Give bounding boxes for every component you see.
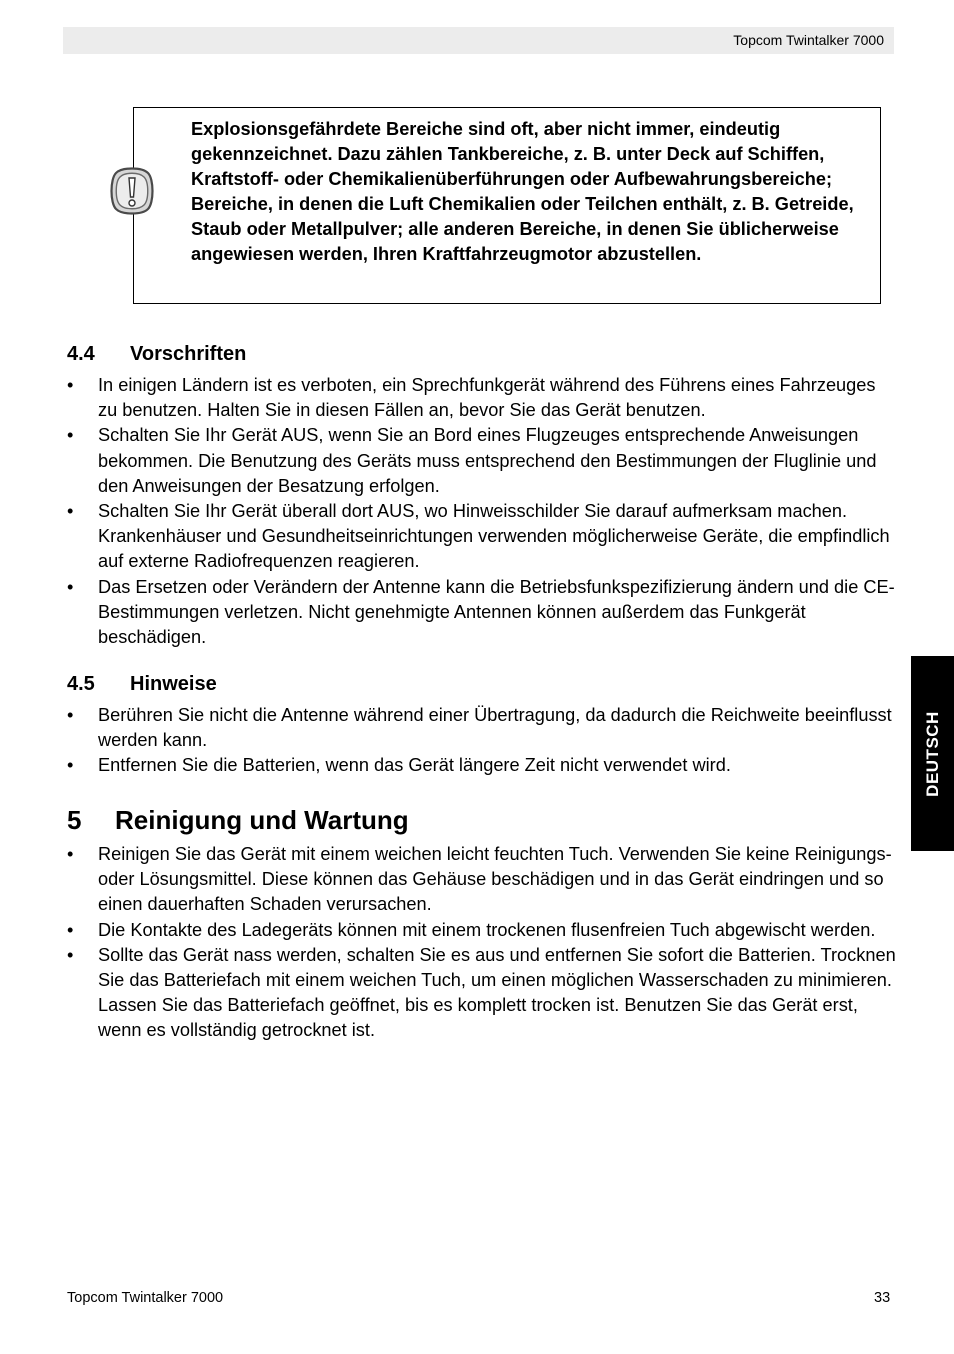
exclamation-warning-icon xyxy=(108,165,156,217)
warning-text: Explosionsgefährdete Bereiche sind oft, aber nicht immer, eindeutig gekennzeichnet. Dazu zählen Tankbereiche, z. B. unter Deck auf Schiffen, Kraftstoff- oder Chemikalienüberführungen oder Aufbewahrungsbereiche; Bereiche, in denen die Luft Chemikalien oder Teilchen enthält, z. B. Getreide, Staub oder Metallpulver; alle anderen Bereiche, in denen Sie üblicherweise angewiesen werden, Ihren Kraftfahrzeugmotor abzustellen. xyxy=(191,119,854,264)
list-item: • Das Ersetzen oder Verändern der Antenne kann die Betriebsfunkspezifizierung ändern und die CE-Bestimmungen verletzen. Nicht genehmigte Antennen können außerdem das Funkgerät beschädigen. xyxy=(67,576,895,648)
bullet: • xyxy=(67,844,74,864)
chapter-title: Reinigung und Wartung xyxy=(115,805,409,835)
bullet: • xyxy=(67,375,74,395)
language-tab-label: DEUTSCH xyxy=(922,710,942,797)
list-item: • In einigen Ländern ist es verboten, ein Sprechfunkgerät während des Führens eines Fahrzeuges zu benutzen. Halten Sie in diesen Fällen an, bevor Sie das Gerät benutzen. xyxy=(67,375,876,421)
chapter-heading-5 xyxy=(67,805,409,835)
bullet: • xyxy=(67,576,74,597)
bullet: • xyxy=(67,755,74,776)
list-item: • Entfernen Sie die Batterien, wenn das Gerät längere Zeit nicht verwendet wird. xyxy=(67,753,897,778)
list-item: • Die Kontakte des Ladegeräts können mit einem trockenen flusenfreien Tuch abgewischt werden. xyxy=(67,918,897,943)
list-item: • Schalten Sie Ihr Gerät überall dort AUS, wo Hinweisschilder Sie darauf aufmerksam machen. Krankenhäuser und Gesundheitseinrichtungen verwenden möglicherweise Geräte, die empfindlich auf externe Radiofrequenzen reagieren. xyxy=(67,501,890,572)
section-title: Hinweise xyxy=(130,673,217,695)
list-item: • Berühren Sie nicht die Antenne während einer Übertragung, da dadurch die Reichweite beeinflusst werden kann. xyxy=(67,705,892,751)
list-item: • Sollte das Gerät nass werden, schalten Sie es aus und entfernen Sie sofort die Batterien. Trocknen Sie das Batteriefach mit einem weichen Tuch, um einen möglichen Wasserschaden zu minimieren. Lassen Sie das Batteriefach geöffnet, bis es komplett trocken ist. Benutzen Sie das Gerät erst, wenn es vollständig getrocknet ist. xyxy=(67,944,896,1041)
section-heading-4-4 xyxy=(67,342,246,366)
section-number: 4.4 xyxy=(67,343,95,365)
footer-title: Topcom Twintalker 7000 xyxy=(67,1290,224,1306)
vorschriften-list xyxy=(67,373,897,650)
hinweise-list xyxy=(67,703,897,779)
list-item: • Schalten Sie Ihr Gerät AUS, wenn Sie an Bord eines Flugzeuges entsprechende Anweisungen bekommen. Die Benutzung des Geräts muss entsprechend den Bestimmungen der Fluglinie und den Anweisungen der Besatzung erfolgen. xyxy=(67,425,877,496)
language-tab xyxy=(911,656,954,851)
section-heading-4-5 xyxy=(67,672,217,696)
warning-box xyxy=(133,107,881,304)
bullet: • xyxy=(67,425,74,446)
bullet: • xyxy=(67,501,74,522)
page-header xyxy=(63,27,894,54)
section-number: 4.5 xyxy=(67,673,95,695)
list-item: • Reinigen Sie das Gerät mit einem weichen leicht feuchten Tuch. Verwenden Sie keine Reinigungs- oder Lösungsmittel. Diese können das Gehäuse beschädigen und in das Gerät eindringen und so einen dauerhaften Schaden verursachen. xyxy=(67,844,892,915)
reinigung-list xyxy=(67,842,897,1044)
chapter-number: 5 xyxy=(67,805,82,835)
bullet: • xyxy=(67,944,74,965)
page-number: 33 xyxy=(874,1290,891,1306)
header-title: Topcom Twintalker 7000 xyxy=(733,32,884,48)
bullet: • xyxy=(67,919,74,940)
bullet: • xyxy=(67,705,74,725)
section-title: Vorschriften xyxy=(130,343,247,365)
